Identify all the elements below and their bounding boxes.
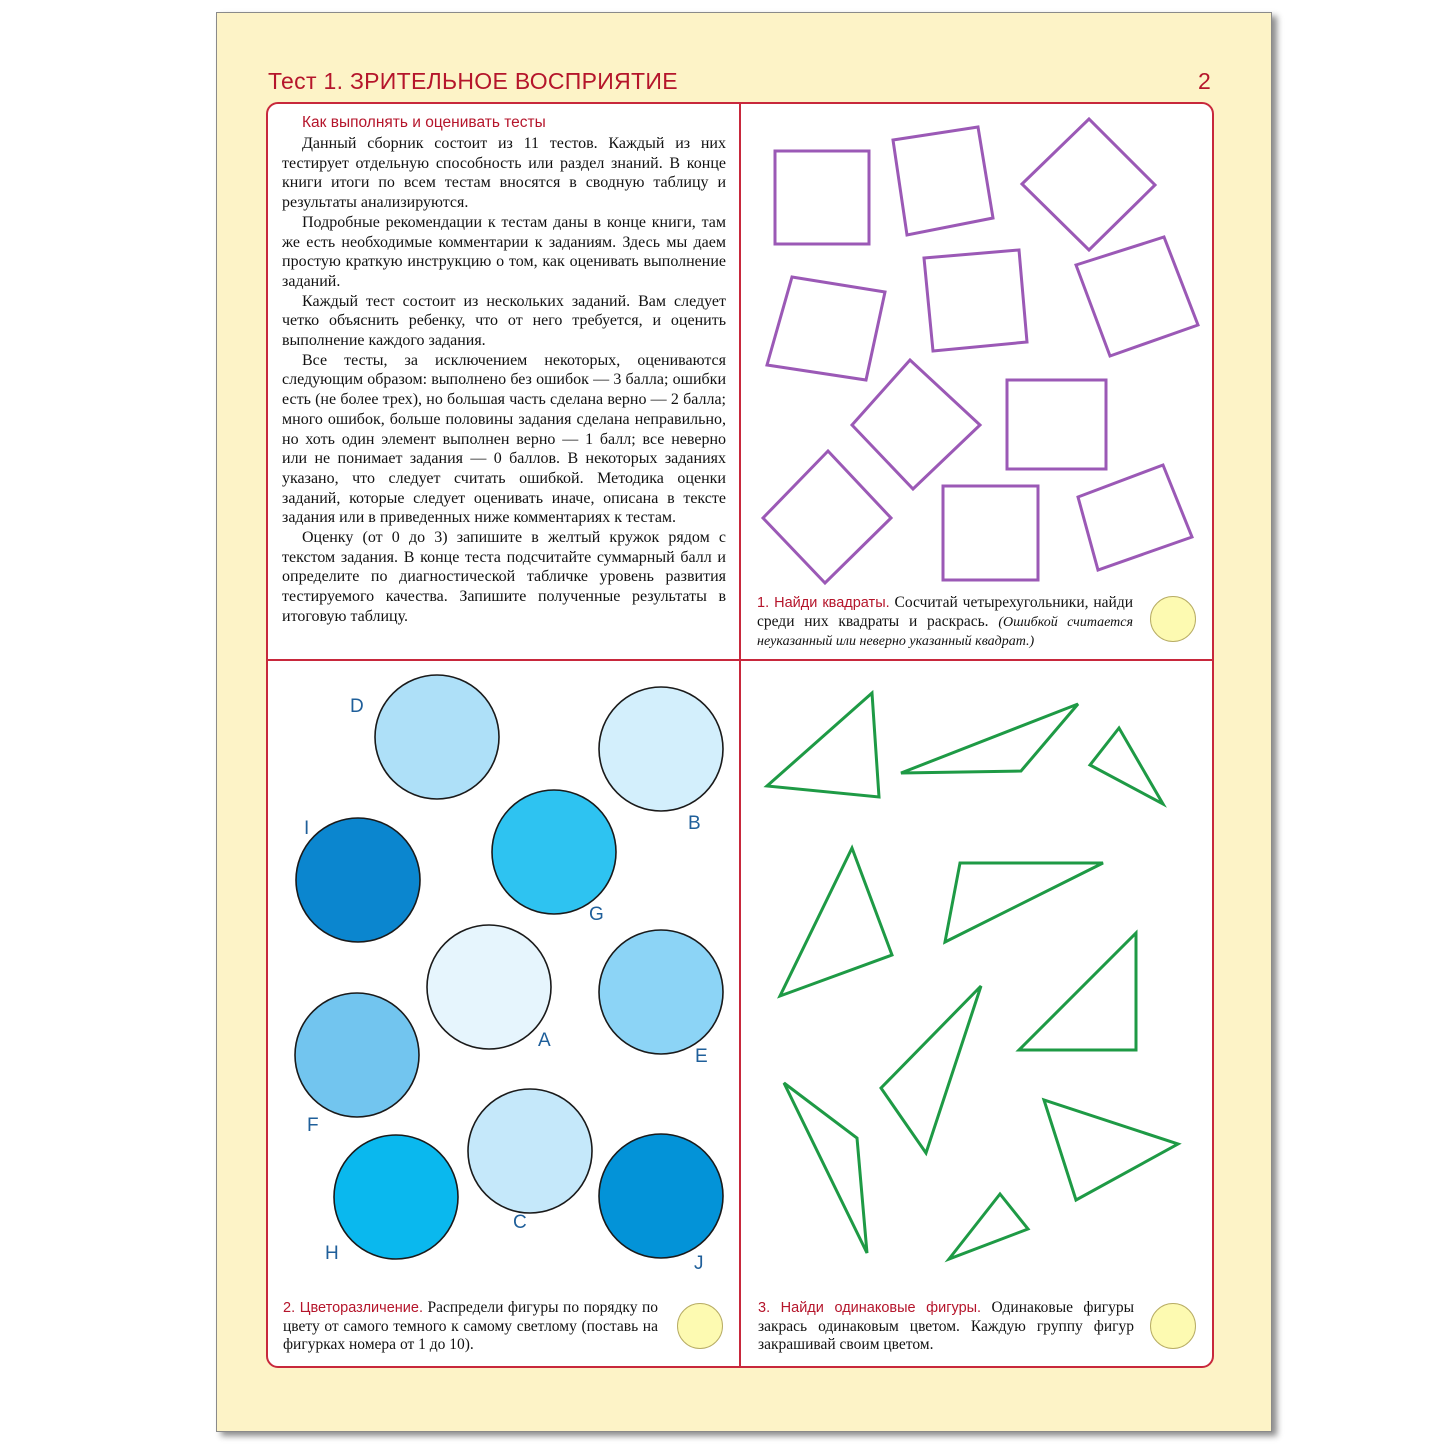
quadrilateral	[1078, 465, 1192, 570]
quadrilateral	[1022, 119, 1155, 250]
triangle	[780, 848, 892, 996]
circle-label-E: E	[695, 1046, 708, 1067]
triangle	[881, 986, 981, 1153]
task1-score-circle[interactable]	[1150, 596, 1196, 642]
intro-paragraph: Подробные рекомендации к тестам даны в конце книги, там же есть необходимые комментарии к заданиям. Здесь мы даем простую краткую инструкцию о том, как оценивать выполнение заданий.	[282, 213, 726, 290]
page-title: Тест 1. ЗРИТЕЛЬНОЕ ВОСПРИЯТИЕ	[268, 68, 678, 94]
quadrilateral	[1007, 380, 1106, 469]
circles-group	[295, 675, 723, 1259]
quadrilateral	[893, 127, 993, 235]
triangle	[1019, 933, 1136, 1050]
circle-B	[599, 687, 723, 811]
circle-D	[375, 675, 499, 799]
circle-label-F: F	[307, 1115, 319, 1136]
quadrilateral	[943, 486, 1038, 580]
quadrilateral	[767, 277, 885, 380]
circle-J	[599, 1134, 723, 1258]
intro-paragraph: Все тесты, за исключением некоторых, оцениваются следующим образом: выполнено без ошибок — 3 балла; ошибки есть (не более трех), но большая часть сделана верно — 2 балла; много ошибок, больше половины задания сделана неправильно, но хоть один элемент выполнен верно — 1 балл; все неверно или не понимает задания — 0 баллов. В некоторых заданиях указано, что следует считать ошибкой. Методика оценки заданий, которые следует оценивать иначе, описана в тексте задания или в приведенных ниже комментариях к тестам.	[282, 351, 726, 527]
triangle	[945, 863, 1103, 942]
circle-label-D: D	[350, 696, 364, 717]
circle-E	[599, 930, 723, 1054]
triangle	[767, 693, 879, 797]
quadrilaterals-group	[763, 119, 1198, 583]
task2-caption	[283, 1299, 658, 1355]
quadrilateral	[775, 151, 869, 244]
intro-paragraph: Оценку (от 0 до 3) запишите в желтый кружок рядом с текстом задания. В конце теста подсчитайте суммарный балл и определите по диагностической табличке уровень развития тестируемого качества. Запишите полученные результаты в итоговую таблицу.	[282, 529, 726, 625]
triangle	[1044, 1100, 1178, 1200]
circle-F	[295, 993, 419, 1117]
task1-title: 1. Найди квадраты.	[757, 595, 890, 611]
page-number: 2	[1198, 68, 1211, 94]
task3-score-circle[interactable]	[1150, 1303, 1196, 1349]
quadrilateral	[1076, 237, 1198, 356]
task3-text: Одинаковые фигуры закрась одинаковым цветом. Каждую группу фигур закрашивай своим цветом.	[758, 1299, 1135, 1353]
task2-score-circle[interactable]	[677, 1303, 723, 1349]
intro-heading: Как выполнять и оценивать тесты	[302, 114, 546, 131]
circle-label-J: J	[694, 1253, 704, 1274]
quadrilateral	[763, 451, 891, 583]
circle-G	[492, 790, 616, 914]
triangle	[1090, 728, 1163, 804]
circle-label-C: C	[513, 1212, 527, 1233]
circle-H	[334, 1135, 458, 1259]
circle-label-A: A	[538, 1030, 551, 1051]
circle-label-H: H	[325, 1243, 339, 1264]
circle-label-B: B	[688, 813, 701, 834]
triangle	[901, 704, 1078, 773]
intro-paragraph: Каждый тест состоит из нескольких заданий. Вам следует четко объяснить ребенку, что от него требуется, и оценить выполнение каждого задания.	[282, 292, 726, 350]
task2-text: Распредели фигуры по порядку по цвету от самого темного к самому светлому (поставь на фигурках номера от 1 до 10).	[283, 1299, 659, 1353]
circle-C	[468, 1089, 592, 1213]
task1-caption	[757, 594, 1133, 652]
task1-note: (Ошибкой считается неуказанный или неверно указанный квадрат.)	[757, 614, 1133, 649]
circle-I	[296, 818, 420, 942]
triangle	[784, 1083, 867, 1253]
circle-label-G: G	[589, 904, 604, 925]
task3-title: 3. Найди одинаковые фигуры.	[758, 1300, 982, 1316]
task3-caption	[758, 1299, 1134, 1355]
circle-label-I: I	[304, 818, 310, 839]
quadrilateral	[924, 250, 1027, 351]
circle-A	[427, 925, 551, 1049]
triangle	[949, 1194, 1028, 1259]
triangles-group	[767, 693, 1178, 1259]
task2-title: 2. Цветоразличение.	[283, 1300, 423, 1316]
task1-text: Сосчитай четырехугольники, найди среди них квадраты и раскрась.	[757, 594, 1134, 630]
intro-paragraph: Данный сборник состоит из 11 тестов. Каждый из них тестирует отдельную способность или раздел знаний. В конце книги итоги по всем тестам вносятся в сводную таблицу и результаты анализируются.	[282, 135, 726, 212]
quadrilateral	[852, 360, 980, 489]
